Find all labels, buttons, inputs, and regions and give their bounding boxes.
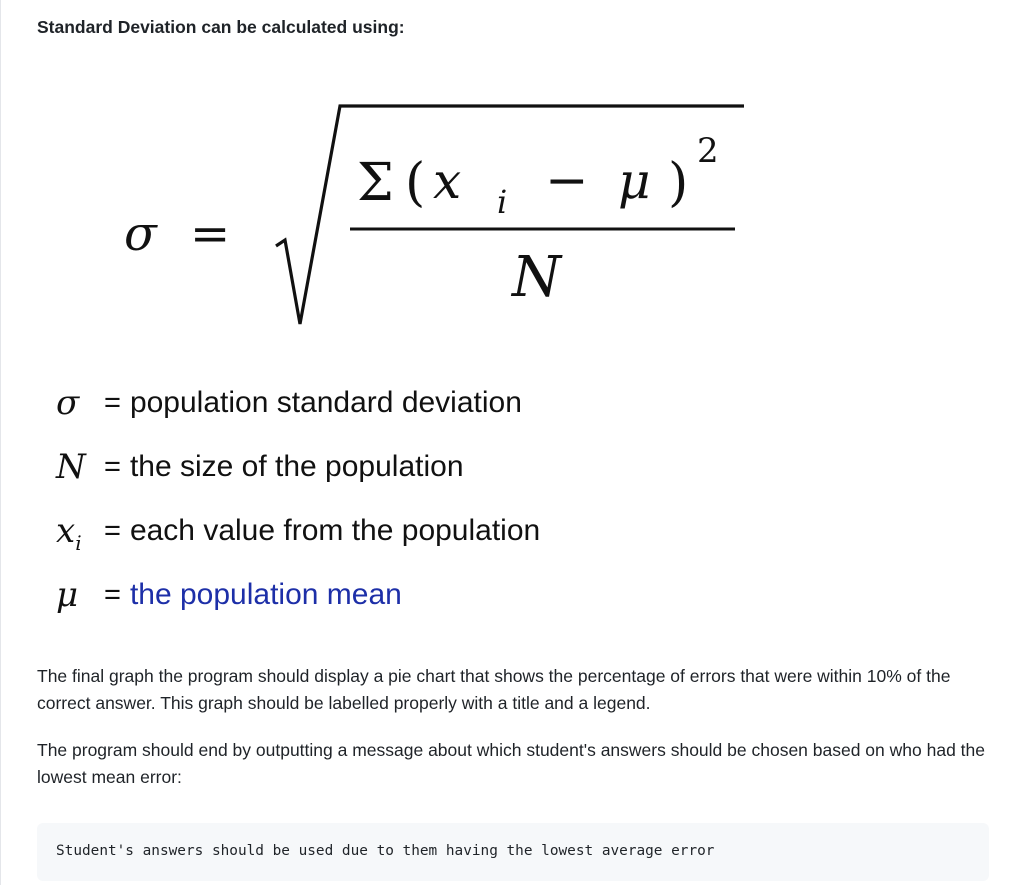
definition-text: population standard deviation: [129, 386, 522, 419]
std-dev-formula-image: [0, 0, 1024, 360]
formula-close-paren: ): [668, 153, 689, 213]
code-text: Student's answers should be used due to them having the lowest average error: [56, 843, 715, 859]
paragraph-output-message: The program should end by outputting a message about which student's answers should be chosen based on who had the lowest mean error:: [37, 740, 985, 787]
formula-minus: −: [545, 151, 589, 211]
formula-x-sub: i: [497, 183, 508, 221]
definition-subscript: i: [75, 531, 82, 555]
formula-equals: =: [190, 206, 231, 262]
definition-equals: =: [104, 450, 121, 483]
definition-row-n: [56, 445, 464, 489]
definition-row-sigma: [56, 381, 522, 425]
definition-symbol: σ: [56, 383, 80, 423]
definition-row-mu: [56, 573, 402, 617]
section-heading: Standard Deviation can be calculated using:: [37, 17, 405, 37]
paragraph-pie-chart: The final graph the program should display a pie chart that shows the percentage of errors that were within 10% of the correct answer. This graph should be labelled properly with a title and a legend.: [37, 666, 951, 713]
formula-sum: Σ: [357, 153, 394, 213]
definition-symbol: $x_i$: [56, 511, 82, 555]
definition-symbol: N: [56, 447, 86, 487]
formula-x: x: [433, 152, 462, 210]
definition-equals: =: [104, 386, 121, 419]
definition-symbol: μ: [56, 575, 79, 615]
definition-equals: =: [104, 514, 121, 547]
definition-text: each value from the population: [129, 514, 541, 547]
radical-sign: [276, 106, 744, 324]
formula-open-paren: (: [405, 153, 426, 213]
definition-text-highlighted: the population mean: [129, 578, 402, 611]
formula-mu: μ: [618, 152, 651, 210]
formula-denominator: N: [512, 245, 561, 310]
code-block: [37, 823, 989, 881]
formula-sigma: σ: [124, 206, 157, 262]
definition-equals: =: [104, 578, 121, 611]
formula-exponent: 2: [697, 131, 719, 171]
definition-text: the size of the population: [129, 450, 464, 483]
definition-row-xi: [56, 509, 540, 553]
